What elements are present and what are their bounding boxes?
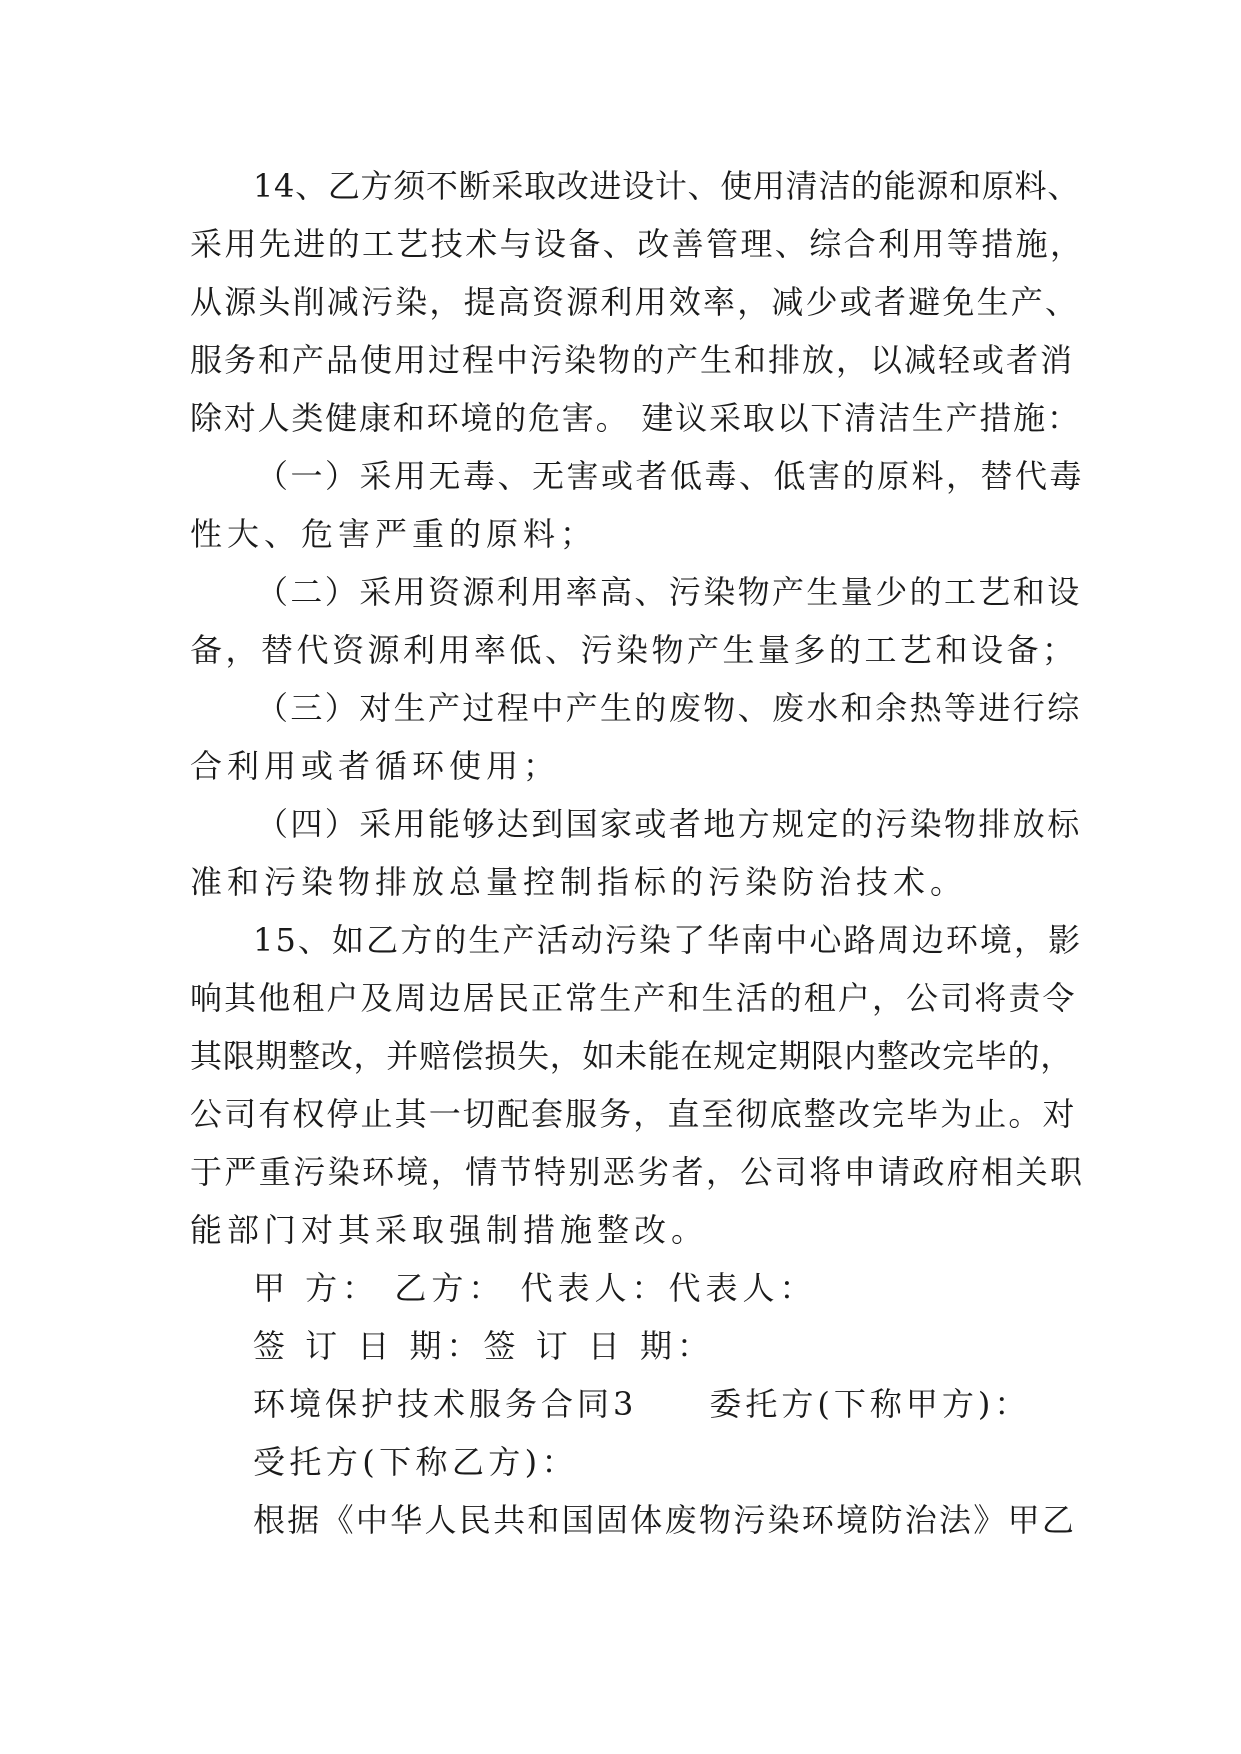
clause-15-line-3: 其限期整改，并赔偿损失，如未能在规定期限内整改完毕的， bbox=[190, 1037, 1073, 1075]
measure-2-line-1: （二）采用资源利用率高、污染物产生量少的工艺和设 bbox=[256, 573, 1082, 611]
clause-15-line-4: 公司有权停止其一切配套服务，直至彻底整改完毕为止。对 bbox=[190, 1095, 1077, 1133]
clause-14-line-5: 除对人类健康和环境的危害。 建议采取以下清洁生产措施： bbox=[190, 399, 1081, 437]
clause-14-line-3: 从源头削减污染，提高资源利用效率，减少或者避免生产、 bbox=[190, 283, 1080, 321]
clause-15-line-5: 于严重污染环境，情节特别恶劣者，公司将申请政府相关职 bbox=[190, 1153, 1085, 1191]
clause-14-line-4: 服务和产品使用过程中污染物的产生和排放，以减轻或者消 bbox=[190, 341, 1075, 379]
measure-2-line-2: 备，替代资源利用率低、污染物产生量多的工艺和设备； bbox=[190, 631, 1078, 669]
signature-parties-line: 甲 方： 乙方： 代表人：代表人： bbox=[253, 1269, 817, 1307]
clause-14-line-2: 采用先进的工艺技术与设备、改善管理、综合利用等措施， bbox=[190, 225, 1085, 263]
measure-1-line-1: （一）采用无毒、无害或者低毒、低害的原料，替代毒 bbox=[256, 457, 1085, 495]
signature-dates-line: 签 订 日 期：签 订 日 期： bbox=[253, 1327, 715, 1365]
clause-15-line-2: 响其他租户及周边居民正常生产和生活的租户，公司将责令 bbox=[190, 979, 1077, 1017]
clause-14-line-1: 14、乙方须不断采取改进设计、使用清洁的能源和原料、 bbox=[253, 167, 1080, 205]
preamble-line: 根据《中华人民共和国固体废物污染环境防治法》甲乙 bbox=[253, 1501, 1077, 1539]
measure-1-line-2: 性大、危害严重的原料； bbox=[190, 515, 598, 553]
clause-15-line-1: 15、如乙方的生产活动污染了华南中心路周边环境，影 bbox=[253, 921, 1083, 959]
measure-4-line-1: （四）采用能够达到国家或者地方规定的污染物排放标 bbox=[256, 805, 1082, 843]
measure-3-line-1: （三）对生产过程中产生的废物、废水和余热等进行综 bbox=[256, 689, 1082, 727]
trustee-line: 受托方(下称乙方)： bbox=[253, 1443, 578, 1481]
contract-3-title-line: 环境保护技术服务合同3 委托方(下称甲方)： bbox=[253, 1385, 1031, 1423]
measure-4-line-2: 准和污染物排放总量控制指标的污染防治技术。 bbox=[190, 863, 968, 901]
measure-3-line-2: 合利用或者循环使用； bbox=[190, 747, 561, 785]
clause-15-line-6: 能部门对其采取强制措施整改。 bbox=[190, 1211, 709, 1249]
